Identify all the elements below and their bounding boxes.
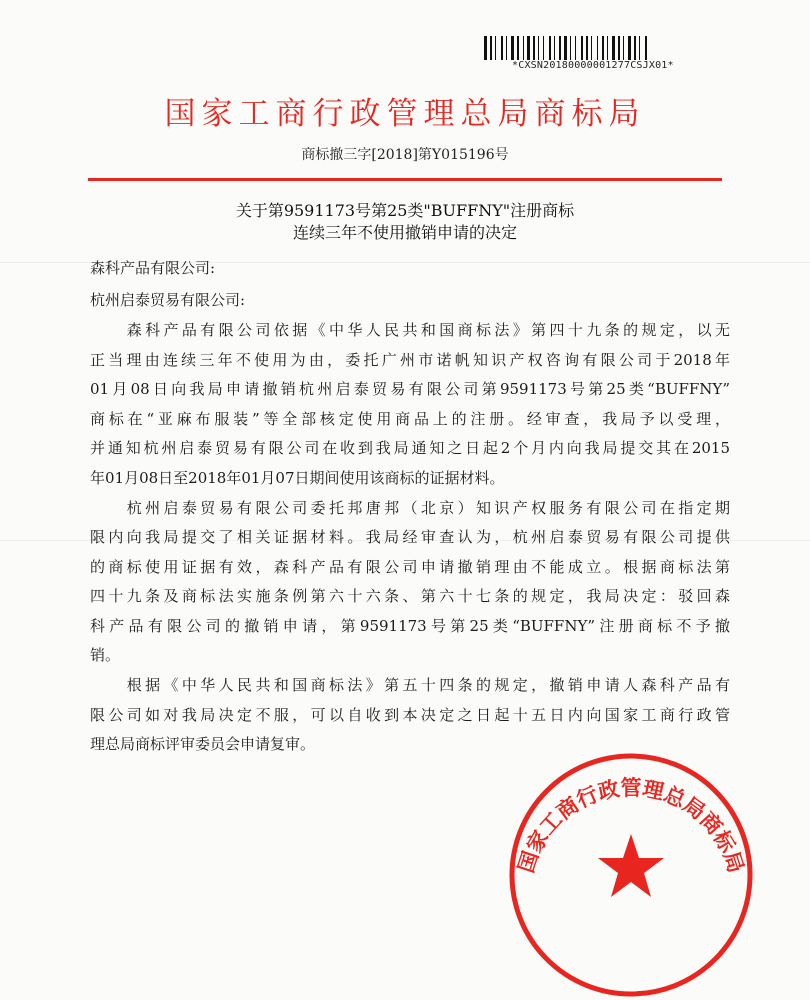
paragraph-2-line: 四十九条及商标法实施条例第六十六条、第六十七条的规定，我局决定：驳回森 [90,587,730,605]
barcode-bar [484,36,487,60]
star-icon [598,834,664,897]
paragraph-1-line: 年01月08日至2018年01月07日期间使用该商标的证据材料。 [90,469,505,487]
barcode-bar [577,36,580,60]
barcode-bar [515,36,516,60]
barcode-bar [549,36,551,60]
barcode-bar [501,36,503,60]
decision-title-line-1: 关于第9591173号第25类"BUFFNY"注册商标 [235,201,575,220]
barcode-bar [637,36,638,60]
barcode-bar [525,36,526,60]
paragraph-1-line: 正当理由连续三年不使用为由，委托广州市诺帆知识产权咨询有限公司于2018年 [90,351,730,369]
barcode-bar [575,36,576,60]
barcode-bar [632,36,633,60]
barcode-bar [593,36,596,60]
barcode-bar [531,36,532,60]
barcode-bar [545,36,548,60]
addressee-applicant: 森科产品有限公司: [90,259,216,277]
paragraph-1-line: 并通知杭州启泰贸易有限公司在收到我局通知之日起2个月内向我局提交其在2015 [90,439,730,457]
barcode-bar [504,36,505,60]
barcode-bar [540,36,542,60]
barcode-bar [538,36,539,60]
decision-title-line-2: 连续三年不使用撤销申请的决定 [292,223,517,242]
paragraph-3-line: 根据《中华人民共和国商标法》第五十四条的规定，撤销申请人森科产品有 [90,676,730,694]
barcode-bar [641,36,644,60]
barcode-bar [628,36,631,60]
barcode-bar [589,36,590,60]
barcode-bar [554,36,555,60]
barcode-bar [511,36,514,60]
seal-text: 国家工商行政管理总局商标局 [513,776,749,876]
barcode [484,36,688,60]
barcode-bar [591,36,592,60]
barcode-bar [570,36,571,60]
barcode-bar [618,36,620,60]
barcode-bar [495,36,496,60]
barcode-bar [648,36,649,60]
barcode-number: *CXSN20180000001277CSJX01* [512,60,674,71]
barcode-bar [517,36,519,60]
paragraph-2-line: 限内向我局提交了相关证据材料。我局经审查认为，杭州启泰贸易有限公司提供 [90,528,730,546]
official-seal [506,750,756,1000]
document-number: 商标撤三字[2018]第Y015196号 [301,147,509,163]
barcode-bar [533,36,535,60]
barcode-bar [605,36,606,60]
red-divider-line [88,178,722,181]
barcode-bar [599,36,601,60]
barcode-bar [493,36,494,60]
barcode-bar [488,36,489,60]
barcode-bar [623,36,624,60]
barcode-bar [523,36,524,60]
barcode-bar [634,36,636,60]
paragraph-3-line: 理总局商标评审委员会申请复审。 [90,735,316,753]
barcode-bar [559,36,561,60]
paragraph-1-line: 商标在“亚麻布服装”等全部核定使用商品上的注册。经审查，我局予以受理， [90,410,730,428]
barcode-bar [639,36,640,60]
barcode-bar [543,36,544,60]
barcode-bar [586,36,588,60]
barcode-bar [581,36,583,60]
paragraph-1-line: 01月08日向我局申请撤销杭州启泰贸易有限公司第9591173号第25类“BUFFNY” [90,380,730,398]
barcode-bar [564,36,567,60]
paragraph-3-line: 限公司如对我局决定不服，可以自收到本决定之日起十五日内向国家工商行政管 [90,706,730,724]
barcode-bar [520,36,522,60]
barcode-bar [552,36,553,60]
barcode-bar [616,36,617,60]
barcode-bar [645,36,647,60]
barcode-bar [536,36,537,60]
paragraph-2-line: 销。 [90,646,121,664]
barcode-bar [612,36,615,60]
barcode-bar [527,36,530,60]
barcode-bar [568,36,569,60]
barcode-bar [597,36,598,60]
barcode-bar [609,36,611,60]
barcode-bar [572,36,574,60]
barcode-bar [497,36,500,60]
barcode-bar [584,36,585,60]
barcode-bar [607,36,608,60]
paragraph-2-line: 杭州启泰贸易有限公司委托邦唐邦（北京）知识产权服务有限公司在指定期 [90,499,730,517]
agency-title: 国家工商行政管理总局商标局 [164,96,646,132]
barcode-bar [621,36,622,60]
barcode-bar [490,36,492,60]
barcode-bar [506,36,507,60]
barcode-bar [562,36,563,60]
paragraph-2-line: 的商标使用证据有效，森科产品有限公司申请撤销理由不能成立。根据商标法第 [90,558,730,576]
paragraph-2-line: 科产品有限公司的撤销申请，第9591173号第25类“BUFFNY”注册商标不予撤 [90,617,730,635]
barcode-bar [625,36,627,60]
barcode-bar [556,36,558,60]
paragraph-1-line: 森科产品有限公司依据《中华人民共和国商标法》第四十九条的规定，以无 [90,321,730,339]
barcode-bar [602,36,604,60]
addressee-registrant: 杭州启泰贸易有限公司: [90,291,246,309]
barcode-bar [508,36,510,60]
